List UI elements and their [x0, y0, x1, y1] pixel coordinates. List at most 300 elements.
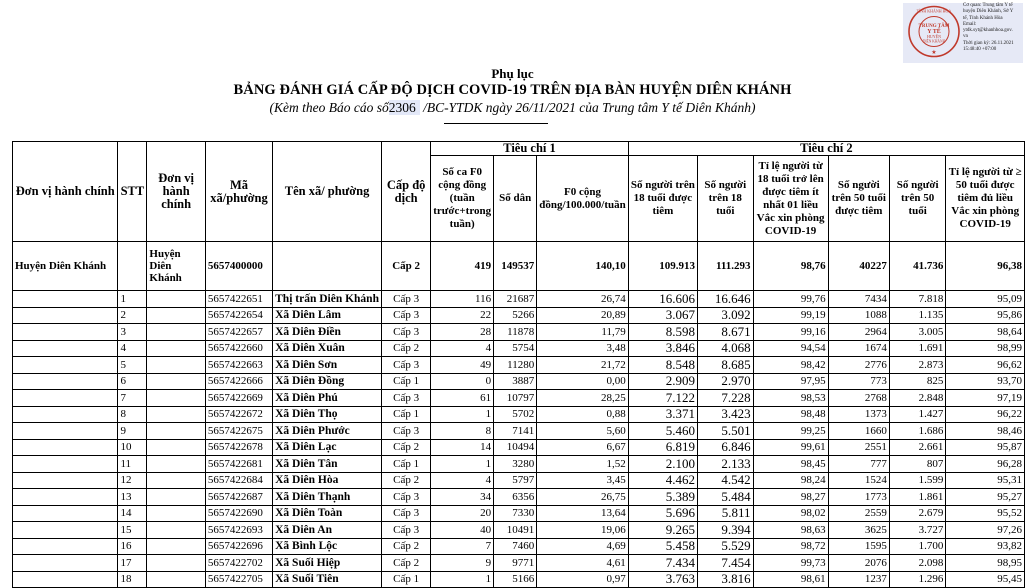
cell-population: 3280: [494, 456, 537, 473]
appendix-label: Phụ lục: [491, 66, 534, 81]
cell-f0-rate: 6,67: [537, 439, 628, 456]
signature-line: tế, Tỉnh Khánh Hòa: [963, 15, 1003, 21]
cell-name: Xã Diên Thọ: [273, 406, 382, 423]
cell-f0: 28: [431, 324, 494, 341]
total-stt: [118, 242, 147, 291]
col-header-commune-name: Tên xã/ phường: [273, 142, 382, 242]
cell-vaccinated-50: 2076: [828, 555, 889, 572]
total-vaccinated-50: 40227: [828, 242, 889, 291]
cell-code: 5657422678: [205, 439, 272, 456]
cell-admin-unit: [13, 373, 118, 390]
subtitle-suffix: /BC-YTDK ngày 26/11/2021 của Trung tâm Y tế Diên Khánh): [423, 100, 756, 115]
table-row: [13, 390, 1025, 407]
cell-population-50: 1.691: [889, 340, 945, 357]
document-subtitle: [0, 99, 1025, 116]
cell-f0: 4: [431, 340, 494, 357]
total-population: 149537: [494, 242, 537, 291]
cell-rate-18: 98,48: [753, 406, 828, 423]
seal-line: TRUNG TÂM: [918, 24, 950, 29]
cell-rate-50: 98,99: [946, 340, 1025, 357]
cell-population-18: 2.133: [698, 456, 754, 473]
cell-admin-unit: [13, 357, 118, 374]
seal-line: Y TẾ: [927, 29, 941, 35]
cell-vaccinated-50: 3625: [828, 522, 889, 539]
cell-vaccinated-18: 5.458: [628, 538, 697, 555]
cell-rate-50: 93,82: [946, 538, 1025, 555]
cell-name: Xã Diên Lâm: [273, 307, 382, 324]
cell-f0-rate: 4,69: [537, 538, 628, 555]
cell-f0-rate: 0,00: [537, 373, 628, 390]
cell-rate-50: 95,52: [946, 505, 1025, 522]
cell-admin-unit: [13, 555, 118, 572]
cell-admin-unit-2: [147, 439, 206, 456]
cell-vaccinated-18: 5.460: [628, 423, 697, 440]
cell-name: Xã Suối Hiệp: [273, 555, 382, 572]
cell-population-50: 2.848: [889, 390, 945, 407]
cell-population: 5702: [494, 406, 537, 423]
cell-code: 5657422690: [205, 505, 272, 522]
total-population-18: 111.293: [698, 242, 754, 291]
cell-population: 7141: [494, 423, 537, 440]
cell-population-50: 2.098: [889, 555, 945, 572]
cell-vaccinated-50: 2551: [828, 439, 889, 456]
seal-line: HUYỆN: [927, 34, 941, 39]
table-row: [13, 324, 1025, 341]
cell-admin-unit: [13, 571, 118, 588]
cell-population-50: 1.599: [889, 472, 945, 489]
cell-admin-unit: [13, 324, 118, 341]
cell-f0-rate: 0,88: [537, 406, 628, 423]
cell-population: 21687: [494, 291, 537, 308]
cell-population-50: 1.700: [889, 538, 945, 555]
cell-admin-unit: [13, 340, 118, 357]
cell-code: 5657422696: [205, 538, 272, 555]
cell-level: Cấp 3: [381, 357, 430, 374]
cell-population-18: 9.394: [698, 522, 754, 539]
cell-rate-18: 99,61: [753, 439, 828, 456]
seal-line: TỈNH KHÁNH HÒA: [916, 8, 952, 14]
cell-level: Cấp 2: [381, 538, 430, 555]
cell-level: Cấp 2: [381, 439, 430, 456]
cell-admin-unit: [13, 472, 118, 489]
cell-stt: 9: [118, 423, 147, 440]
cell-stt: 16: [118, 538, 147, 555]
cell-level: Cấp 3: [381, 324, 430, 341]
cell-name: Thị trấn Diên Khánh: [273, 291, 382, 308]
cell-level: Cấp 2: [381, 472, 430, 489]
cell-code: 5657422669: [205, 390, 272, 407]
cell-rate-50: 93,70: [946, 373, 1025, 390]
cell-population: 10797: [494, 390, 537, 407]
cell-population-50: 825: [889, 373, 945, 390]
table-row: [13, 340, 1025, 357]
cell-population-18: 8.671: [698, 324, 754, 341]
cell-admin-unit-2: [147, 390, 206, 407]
subtitle-prefix: (Kèm theo Báo cáo số: [269, 100, 389, 115]
cell-code: 5657422702: [205, 555, 272, 572]
cell-vaccinated-50: 1524: [828, 472, 889, 489]
cell-population: 6356: [494, 489, 537, 506]
cell-admin-unit-2: [147, 307, 206, 324]
cell-name: Xã Diên Phú: [273, 390, 382, 407]
covid-level-table: [12, 141, 1025, 588]
cell-vaccinated-18: 3.763: [628, 571, 697, 588]
cell-admin-unit-2: [147, 456, 206, 473]
cell-population: 10494: [494, 439, 537, 456]
cell-code: 5657422684: [205, 472, 272, 489]
cell-code: 5657422654: [205, 307, 272, 324]
cell-level: Cấp 1: [381, 571, 430, 588]
cell-code: 5657422705: [205, 571, 272, 588]
cell-f0-rate: 13,64: [537, 505, 628, 522]
cell-population: 7460: [494, 538, 537, 555]
total-rate-18: 98,76: [753, 242, 828, 291]
cell-vaccinated-18: 3.846: [628, 340, 697, 357]
signature-line: vn: [963, 34, 968, 40]
total-vaccinated-18: 109.913: [628, 242, 697, 291]
cell-admin-unit: [13, 505, 118, 522]
cell-name: Xã Diên Tân: [273, 456, 382, 473]
col-header-rate-50: Tỉ lệ người từ ≥ 50 tuổi được tiêm đủ liều Vắc xin phòng COVID-19: [946, 156, 1025, 242]
cell-vaccinated-50: 1373: [828, 406, 889, 423]
cell-admin-unit-2: [147, 538, 206, 555]
cell-population-50: 2.873: [889, 357, 945, 374]
cell-f0: 61: [431, 390, 494, 407]
cell-admin-unit-2: [147, 291, 206, 308]
cell-population: 9771: [494, 555, 537, 572]
cell-admin-unit-2: [147, 340, 206, 357]
cell-vaccinated-18: 8.598: [628, 324, 697, 341]
cell-rate-50: 96,62: [946, 357, 1025, 374]
table-row: [13, 291, 1025, 308]
cell-admin-unit-2: [147, 472, 206, 489]
cell-rate-50: 98,95: [946, 555, 1025, 572]
cell-rate-50: 98,64: [946, 324, 1025, 341]
total-f0-rate: 140,10: [537, 242, 628, 291]
cell-population-50: 7.818: [889, 291, 945, 308]
cell-vaccinated-50: 2964: [828, 324, 889, 341]
signature-line: Cơ quan: Trung tâm Y tế: [963, 3, 1013, 8]
cell-rate-50: 96,28: [946, 456, 1025, 473]
signature-line: huyện Diên Khánh, Sở Y: [963, 9, 1014, 15]
cell-name: Xã Diên An: [273, 522, 382, 539]
cell-f0-rate: 20,89: [537, 307, 628, 324]
total-population-50: 41.736: [889, 242, 945, 291]
col-header-admin-unit-2: Đơn vị hành chính: [147, 142, 206, 242]
cell-stt: 4: [118, 340, 147, 357]
cell-population-18: 5.811: [698, 505, 754, 522]
cell-name: Xã Diên Sơn: [273, 357, 382, 374]
total-f0: 419: [431, 242, 494, 291]
table-row: [13, 489, 1025, 506]
cell-level: Cấp 3: [381, 489, 430, 506]
col-header-f0-cases: Số ca F0 cộng đồng (tuần trước+trong tuần): [431, 156, 494, 242]
cell-f0-rate: 28,25: [537, 390, 628, 407]
cell-f0: 14: [431, 439, 494, 456]
cell-admin-unit: [13, 390, 118, 407]
cell-f0-rate: 26,74: [537, 291, 628, 308]
cell-vaccinated-18: 7.434: [628, 555, 697, 572]
cell-f0-rate: 26,75: [537, 489, 628, 506]
cell-admin-unit-2: [147, 489, 206, 506]
cell-name: Xã Suối Tiên: [273, 571, 382, 588]
cell-f0: 20: [431, 505, 494, 522]
cell-code: 5657422672: [205, 406, 272, 423]
cell-population-50: 3.005: [889, 324, 945, 341]
cell-name: Xã Diên Thạnh: [273, 489, 382, 506]
cell-stt: 13: [118, 489, 147, 506]
cell-admin-unit: [13, 307, 118, 324]
cell-rate-18: 98,53: [753, 390, 828, 407]
cell-name: Xã Bình Lộc: [273, 538, 382, 555]
cell-population-18: 5.501: [698, 423, 754, 440]
cell-admin-unit-2: [147, 324, 206, 341]
col-header-vaccinated-50: Số người trên 50 tuổi được tiêm: [828, 156, 889, 242]
cell-vaccinated-50: 2559: [828, 505, 889, 522]
total-level: Cấp 2: [381, 242, 430, 291]
cell-rate-18: 99,16: [753, 324, 828, 341]
cell-population-18: 5.529: [698, 538, 754, 555]
cell-level: Cấp 3: [381, 390, 430, 407]
cell-admin-unit: [13, 489, 118, 506]
cell-rate-50: 97,19: [946, 390, 1025, 407]
cell-name: Xã Diên Đồng: [273, 373, 382, 390]
cell-level: Cấp 3: [381, 522, 430, 539]
cell-rate-18: 98,24: [753, 472, 828, 489]
cell-rate-50: 95,86: [946, 307, 1025, 324]
cell-vaccinated-50: 7434: [828, 291, 889, 308]
cell-admin-unit: [13, 439, 118, 456]
cell-population-50: 1.427: [889, 406, 945, 423]
cell-vaccinated-18: 8.548: [628, 357, 697, 374]
subtitle-underline: [444, 123, 548, 124]
cell-admin-unit-2: [147, 423, 206, 440]
cell-vaccinated-18: 4.462: [628, 472, 697, 489]
cell-stt: 6: [118, 373, 147, 390]
col-header-vaccinated-18: Số người trên 18 tuổi được tiêm: [628, 156, 697, 242]
cell-admin-unit: [13, 291, 118, 308]
cell-rate-50: 95,27: [946, 489, 1025, 506]
total-unit: Huyện Diên Khánh: [13, 242, 118, 291]
cell-f0: 4: [431, 472, 494, 489]
cell-population: 11280: [494, 357, 537, 374]
cell-f0-rate: 5,60: [537, 423, 628, 440]
cell-stt: 18: [118, 571, 147, 588]
cell-code: 5657422675: [205, 423, 272, 440]
cell-rate-18: 98,42: [753, 357, 828, 374]
cell-vaccinated-18: 3.371: [628, 406, 697, 423]
table-row: [13, 555, 1025, 572]
cell-name: Xã Diên Điền: [273, 324, 382, 341]
cell-population: 11878: [494, 324, 537, 341]
cell-level: Cấp 1: [381, 373, 430, 390]
cell-f0: 40: [431, 522, 494, 539]
cell-stt: 3: [118, 324, 147, 341]
cell-name: Xã Diên Xuân: [273, 340, 382, 357]
cell-f0: 1: [431, 406, 494, 423]
cell-admin-unit: [13, 423, 118, 440]
cell-admin-unit: [13, 406, 118, 423]
cell-code: 5657422693: [205, 522, 272, 539]
cell-population-18: 3.092: [698, 307, 754, 324]
signature-info: [963, 3, 1025, 53]
cell-level: Cấp 3: [381, 307, 430, 324]
cell-f0: 34: [431, 489, 494, 506]
table-row: [13, 522, 1025, 539]
cell-f0: 0: [431, 373, 494, 390]
cell-f0-rate: 0,97: [537, 571, 628, 588]
cell-rate-18: 98,63: [753, 522, 828, 539]
table-row: [13, 571, 1025, 588]
cell-level: Cấp 3: [381, 291, 430, 308]
cell-population-18: 16.646: [698, 291, 754, 308]
district-total-row: [13, 242, 1025, 291]
cell-admin-unit-2: [147, 555, 206, 572]
cell-population-18: 7.228: [698, 390, 754, 407]
cell-f0-rate: 19,06: [537, 522, 628, 539]
cell-code: 5657422663: [205, 357, 272, 374]
cell-f0: 1: [431, 456, 494, 473]
cell-code: 5657422681: [205, 456, 272, 473]
cell-rate-50: 95,45: [946, 571, 1025, 588]
cell-population-18: 8.685: [698, 357, 754, 374]
col-header-population: Số dân: [494, 156, 537, 242]
cell-stt: 2: [118, 307, 147, 324]
cell-vaccinated-50: 1773: [828, 489, 889, 506]
cell-rate-18: 99,25: [753, 423, 828, 440]
table-row: [13, 505, 1025, 522]
cell-level: Cấp 1: [381, 406, 430, 423]
table-row: [13, 538, 1025, 555]
total-unit-2: Huyện Diên Khánh: [147, 242, 206, 291]
cell-vaccinated-50: 2776: [828, 357, 889, 374]
seal-star-icon: ★: [931, 50, 937, 56]
cell-vaccinated-18: 2.909: [628, 373, 697, 390]
total-name: [273, 242, 382, 291]
col-header-population-18: Số người trên 18 tuổi: [698, 156, 754, 242]
cell-code: 5657422666: [205, 373, 272, 390]
cell-rate-50: 95,09: [946, 291, 1025, 308]
cell-f0-rate: 11,79: [537, 324, 628, 341]
cell-rate-50: 96,22: [946, 406, 1025, 423]
cell-admin-unit-2: [147, 522, 206, 539]
official-seal-icon: [905, 4, 963, 59]
group-header-criterion-2: Tiêu chí 2: [628, 142, 1024, 156]
signature-line: Email:: [963, 21, 977, 27]
cell-vaccinated-18: 5.696: [628, 505, 697, 522]
cell-level: Cấp 2: [381, 555, 430, 572]
cell-population-18: 2.970: [698, 373, 754, 390]
cell-population-18: 3.423: [698, 406, 754, 423]
cell-stt: 5: [118, 357, 147, 374]
cell-population: 7330: [494, 505, 537, 522]
cell-admin-unit-2: [147, 406, 206, 423]
cell-stt: 1: [118, 291, 147, 308]
cell-vaccinated-18: 3.067: [628, 307, 697, 324]
cell-rate-50: 95,87: [946, 439, 1025, 456]
cell-admin-unit: [13, 538, 118, 555]
cell-vaccinated-18: 2.100: [628, 456, 697, 473]
document-header: [0, 66, 1025, 116]
cell-population-18: 3.816: [698, 571, 754, 588]
cell-name: Xã Diên Hòa: [273, 472, 382, 489]
cell-admin-unit-2: [147, 505, 206, 522]
cell-stt: 8: [118, 406, 147, 423]
cell-level: Cấp 1: [381, 456, 430, 473]
col-header-rate-18: Tỉ lệ người từ 18 tuổi trở lên được tiêm ít nhất 01 liều Vắc xin phòng COVID-19: [753, 156, 828, 242]
cell-vaccinated-18: 16.606: [628, 291, 697, 308]
cell-rate-50: 97,26: [946, 522, 1025, 539]
cell-admin-unit-2: [147, 373, 206, 390]
cell-rate-18: 98,72: [753, 538, 828, 555]
cell-level: Cấp 3: [381, 505, 430, 522]
cell-admin-unit: [13, 456, 118, 473]
cell-f0: 8: [431, 423, 494, 440]
cell-rate-18: 98,61: [753, 571, 828, 588]
total-rate-50: 96,38: [946, 242, 1025, 291]
col-header-f0-rate: F0 cộng đồng/100.000/tuần: [537, 156, 628, 242]
cell-population: 5754: [494, 340, 537, 357]
cell-vaccinated-18: 5.389: [628, 489, 697, 506]
cell-stt: 10: [118, 439, 147, 456]
cell-population-50: 3.727: [889, 522, 945, 539]
group-header-criterion-1: Tiêu chí 1: [431, 142, 628, 156]
cell-population: 5166: [494, 571, 537, 588]
table-row: [13, 373, 1025, 390]
signature-line: 15:48:40 +07:00: [963, 47, 997, 53]
cell-population-50: 1.296: [889, 571, 945, 588]
cell-population-18: 6.846: [698, 439, 754, 456]
cell-vaccinated-18: 6.819: [628, 439, 697, 456]
cell-population: 5797: [494, 472, 537, 489]
cell-population-50: 1.135: [889, 307, 945, 324]
table-row: [13, 406, 1025, 423]
cell-stt: 15: [118, 522, 147, 539]
cell-rate-18: 98,27: [753, 489, 828, 506]
cell-name: Xã Diên Lạc: [273, 439, 382, 456]
cell-rate-18: 99,73: [753, 555, 828, 572]
col-header-stt: STT: [118, 142, 147, 242]
col-header-population-50: Số người trên 50 tuổi: [889, 156, 945, 242]
cell-stt: 17: [118, 555, 147, 572]
cell-level: Cấp 3: [381, 423, 430, 440]
cell-f0-rate: 3,45: [537, 472, 628, 489]
cell-f0-rate: 21,72: [537, 357, 628, 374]
cell-vaccinated-50: 1088: [828, 307, 889, 324]
cell-vaccinated-18: 7.122: [628, 390, 697, 407]
cell-f0: 116: [431, 291, 494, 308]
cell-admin-unit: [13, 522, 118, 539]
cell-f0: 7: [431, 538, 494, 555]
cell-vaccinated-50: 1595: [828, 538, 889, 555]
table-row: [13, 439, 1025, 456]
table-row: [13, 307, 1025, 324]
cell-f0-rate: 3,48: [537, 340, 628, 357]
cell-rate-18: 98,45: [753, 456, 828, 473]
cell-admin-unit-2: [147, 357, 206, 374]
cell-population-50: 2.679: [889, 505, 945, 522]
cell-rate-18: 99,19: [753, 307, 828, 324]
cell-code: 5657422651: [205, 291, 272, 308]
cell-code: 5657422687: [205, 489, 272, 506]
seal-line: DIÊN KHÁNH: [922, 39, 946, 44]
cell-stt: 14: [118, 505, 147, 522]
cell-vaccinated-50: 2768: [828, 390, 889, 407]
cell-population-50: 1.861: [889, 489, 945, 506]
col-header-commune-code: Mã xã/phường: [205, 142, 272, 242]
cell-population-18: 5.484: [698, 489, 754, 506]
cell-rate-18: 97,95: [753, 373, 828, 390]
